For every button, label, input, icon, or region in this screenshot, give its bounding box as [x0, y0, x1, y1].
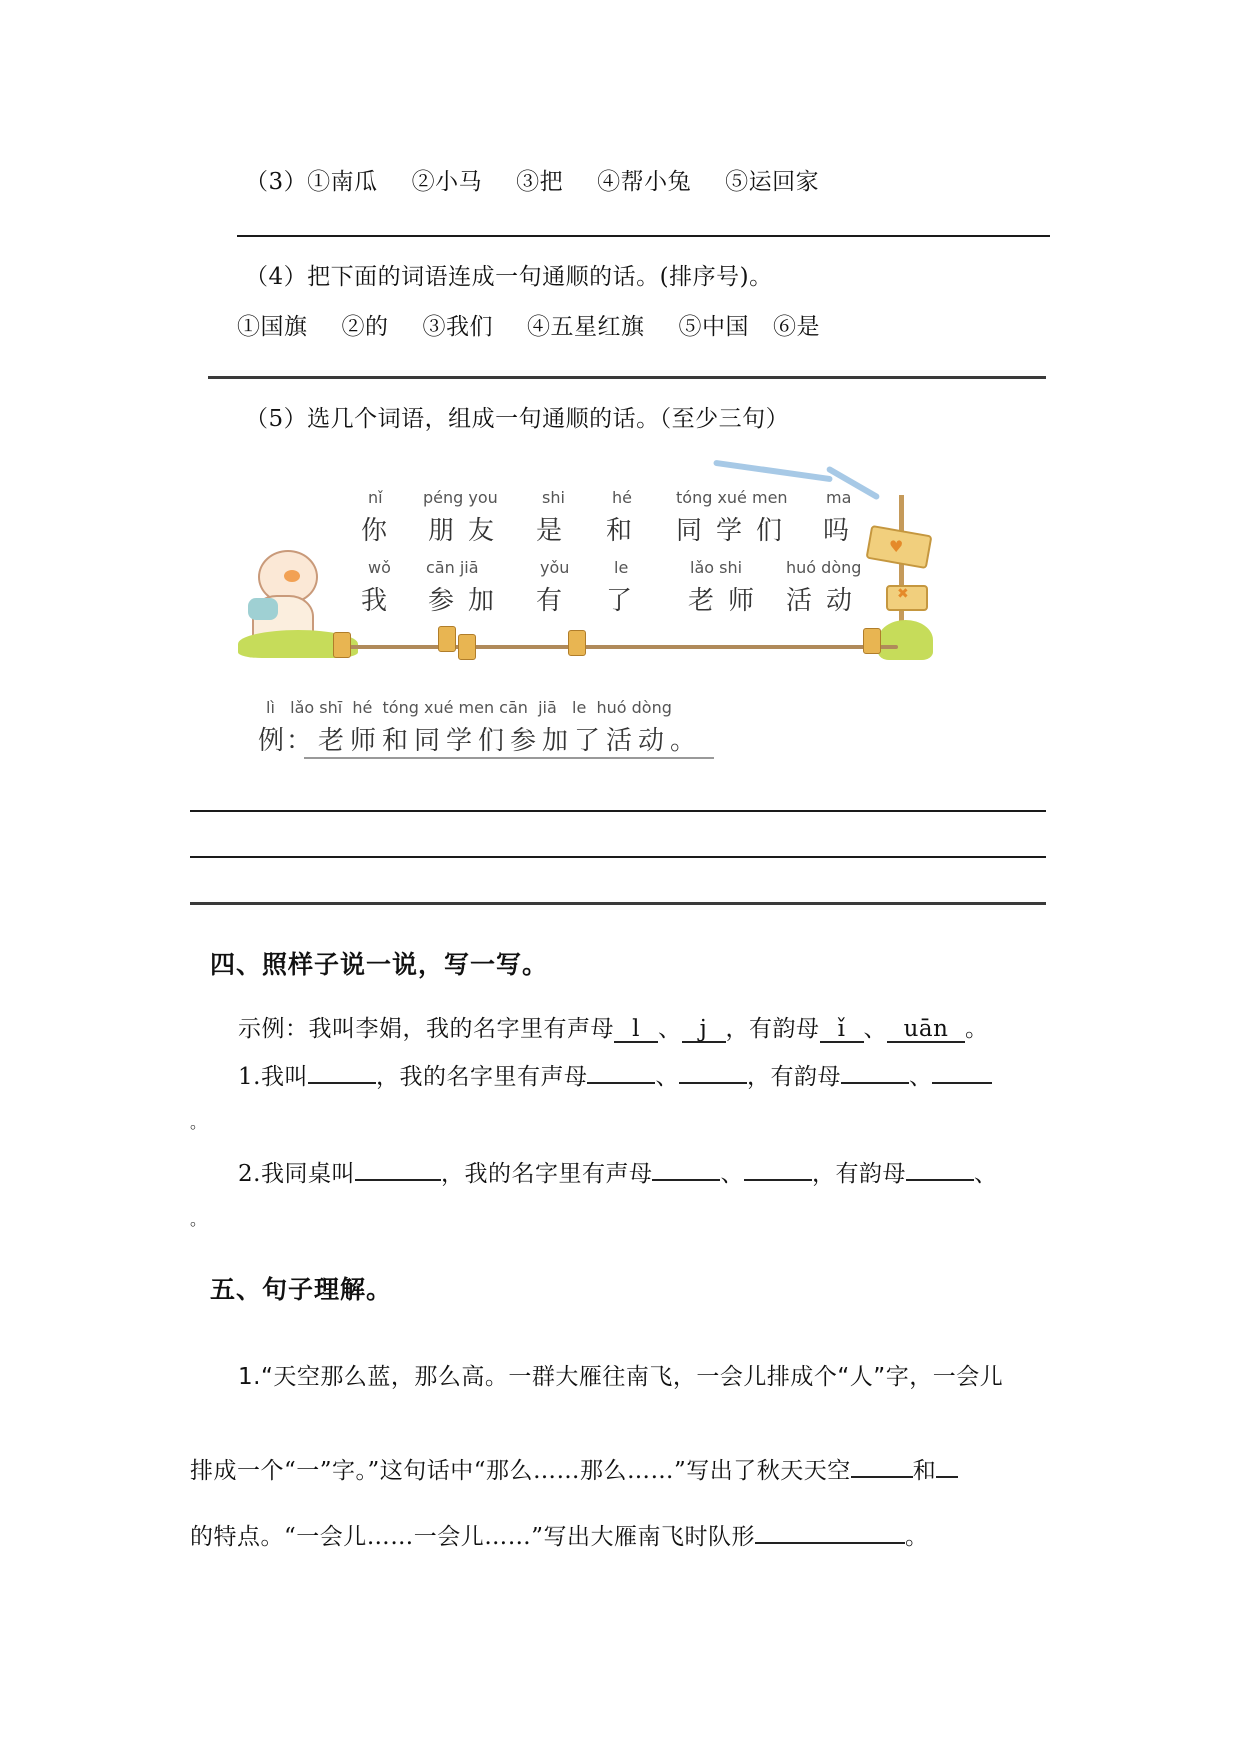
q4-option-2: ②的: [341, 314, 389, 340]
example-mid: ，有韵母: [725, 1016, 820, 1042]
word: 朋友: [428, 516, 509, 546]
word: 活动: [786, 586, 867, 616]
word: 了: [606, 586, 647, 616]
q3-answer-line[interactable]: [237, 235, 1050, 237]
q1-line-1: 1.“天空那么蓝，那么高。一群大雁往南飞，一会儿排成个“人”字，一会儿: [238, 1364, 1004, 1390]
pinyin: yǒu: [540, 558, 570, 577]
item-2-text: 2.我同桌叫: [238, 1161, 355, 1187]
ribbon-decoration: [713, 460, 833, 483]
example-final-1: ǐ: [820, 1017, 864, 1043]
q1-text: 。: [905, 1524, 929, 1550]
pinyin: ma: [826, 488, 852, 507]
fence-post: [333, 632, 351, 658]
q3-row: [245, 163, 819, 196]
separator: 、: [908, 1064, 933, 1090]
initial-blank-1[interactable]: [652, 1179, 720, 1181]
name-blank[interactable]: [355, 1179, 441, 1181]
pinyin: péng you: [423, 488, 498, 507]
pinyin: tóng xué men: [676, 488, 788, 507]
grass-decoration: [878, 620, 933, 660]
fence-post: [438, 626, 456, 652]
pinyin: shi: [542, 488, 565, 507]
pig-scarf: [248, 598, 278, 620]
word: 吗: [823, 516, 864, 546]
word: 老师: [688, 586, 769, 616]
q3-option-1: ①南瓜: [307, 169, 378, 195]
final-blank-1[interactable]: [841, 1082, 909, 1084]
q1-text: 和: [912, 1458, 937, 1484]
item-1-end: 。: [190, 1113, 207, 1132]
example-final-2: uān: [887, 1017, 965, 1043]
fence-post: [863, 628, 881, 654]
section-4-item-2: [238, 1155, 997, 1188]
star-icon: ✖: [897, 586, 909, 602]
section-4-item-1: [238, 1058, 992, 1091]
q3-option-2: ②小马: [411, 169, 483, 195]
sky-feature-blank-1[interactable]: [851, 1476, 913, 1478]
q4-option-6: ⑥是: [773, 314, 820, 340]
q4-option-4: ④五星红旗: [527, 314, 645, 340]
item-1-text: 1.我叫: [238, 1064, 308, 1090]
word: 我: [361, 586, 402, 616]
name-blank[interactable]: [308, 1082, 376, 1084]
example-underline: [304, 757, 714, 759]
fence-post: [568, 630, 586, 656]
q1-line-3: [190, 1518, 929, 1551]
q4-option-3: ③我们: [422, 314, 493, 340]
separator: 、: [863, 1016, 887, 1042]
pig-snout: [284, 570, 300, 582]
example-sentence: ：老师和同学们参加了活动。: [286, 726, 703, 756]
q4-options: [237, 308, 820, 341]
fence-rail: [338, 645, 898, 649]
item-2-text: ，我的名字里有声母: [440, 1161, 653, 1187]
example-prefix: 示例：我叫李娟，我的名字里有声母: [238, 1016, 614, 1042]
separator: 、: [720, 1161, 744, 1187]
word: 参加: [428, 586, 509, 616]
example-initial-1: l: [614, 1017, 658, 1043]
pinyin: cān jiā: [426, 558, 479, 577]
separator: 、: [655, 1064, 679, 1090]
word: 有: [536, 586, 577, 616]
q4-option-1: ①国旗: [237, 314, 308, 340]
initial-blank-2[interactable]: [679, 1082, 747, 1084]
pinyin: huó dòng: [786, 558, 862, 577]
example-end: 。: [965, 1016, 989, 1042]
q1-text: 排成一个“一”字。”这句话中“那么……那么……”写出了秋天天空: [190, 1458, 851, 1484]
initial-blank-2[interactable]: [744, 1179, 812, 1181]
q4-instruction: （4）把下面的词语连成一句通顺的话。(排序号)。: [245, 264, 773, 290]
fence-post: [458, 634, 476, 660]
item-1-text: ，有韵母: [746, 1064, 841, 1090]
q3-option-4: ④帮小兔: [597, 169, 692, 195]
q5-answer-line-2[interactable]: [190, 856, 1046, 858]
section-4-example: [238, 1010, 989, 1043]
q3-option-5: ⑤运回家: [725, 169, 820, 195]
final-blank-2[interactable]: [932, 1082, 992, 1084]
section-4-title: 四、照样子说一说，写一写。: [210, 950, 549, 979]
q5-answer-line-3[interactable]: [190, 902, 1046, 905]
example-initial-2: j: [682, 1017, 726, 1043]
heart-icon: ♥: [889, 537, 904, 556]
item-2-text: ，有韵母: [811, 1161, 906, 1187]
pinyin: nǐ: [368, 488, 383, 507]
q1-text: 的特点。“一会儿……一会儿……”写出大雁南飞时队形: [190, 1524, 756, 1550]
word: 同学们: [676, 516, 797, 546]
section-5-title: 五、句子理解。: [210, 1275, 393, 1304]
example-pinyin: lì lǎo shī hé tóng xué men cān jiā le huó dòng: [266, 698, 672, 717]
word: 是: [536, 516, 577, 546]
word: 和: [606, 516, 647, 546]
q4-answer-line[interactable]: [208, 376, 1046, 379]
q5-answer-line-1[interactable]: [190, 810, 1046, 812]
pinyin: lǎo shi: [690, 558, 743, 577]
item-1-text: ，我的名字里有声母: [375, 1064, 588, 1090]
pinyin: wǒ: [368, 558, 391, 577]
item-2-end: 。: [190, 1210, 207, 1229]
q4-option-5: ⑤中国: [678, 314, 749, 340]
pinyin: le: [614, 558, 629, 577]
separator: 、: [658, 1016, 682, 1042]
pinyin: hé: [612, 488, 632, 507]
word: 你: [361, 516, 402, 546]
example-label: 例: [258, 726, 287, 756]
separator: 、: [973, 1161, 998, 1187]
q5-instruction: （5）选几个词语，组成一句通顺的话。（至少三句）: [245, 406, 790, 432]
formation-blank[interactable]: [755, 1542, 905, 1544]
initial-blank-1[interactable]: [587, 1082, 655, 1084]
q1-line-2: [190, 1452, 958, 1485]
final-blank-1[interactable]: [906, 1179, 974, 1181]
q3-option-3: ③把: [516, 169, 564, 195]
word-card-illustration: [238, 460, 928, 760]
sky-feature-blank-2[interactable]: [936, 1476, 958, 1478]
q3-label: （3）: [245, 169, 308, 195]
